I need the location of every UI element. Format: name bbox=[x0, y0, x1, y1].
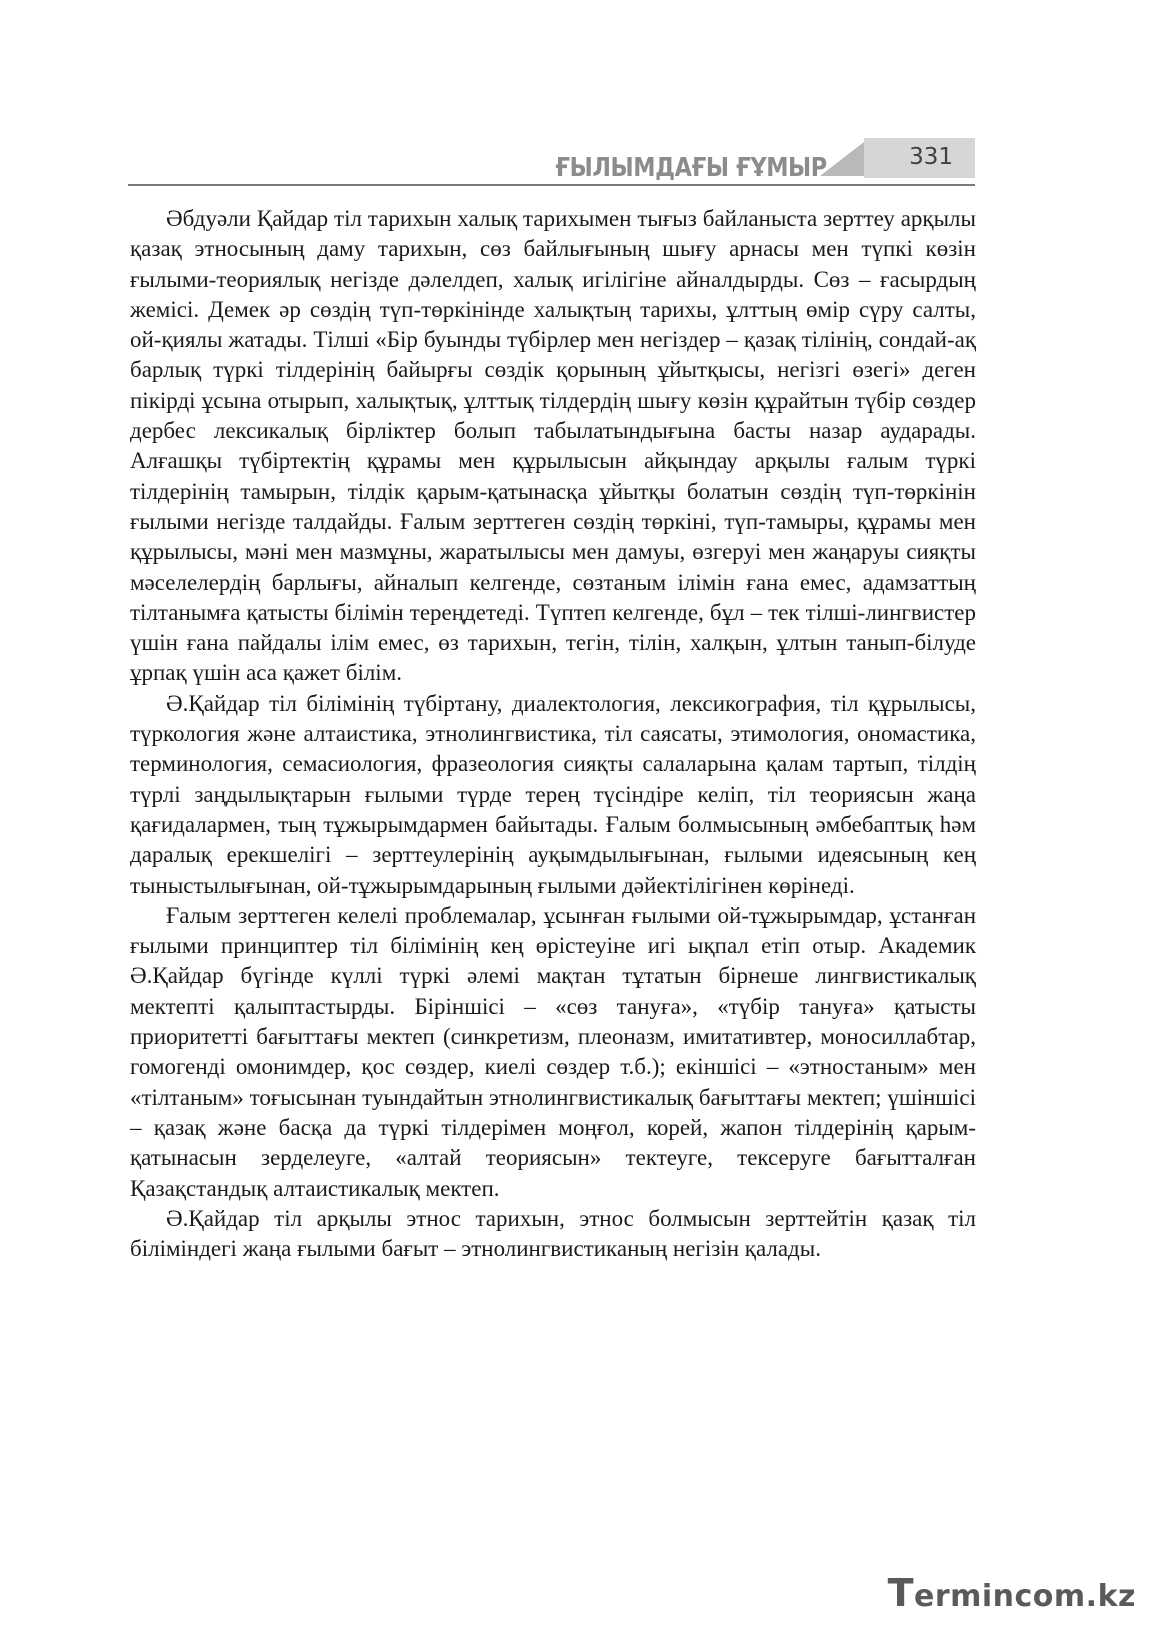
paragraph-3: Ғалым зерттеген келелі проблемалар, ұсынған ғылыми ой-тұжырымдар, ұстанған ғылыми принциптер тіл білімінің кең өрістеуіне игі ықпал етіп отыр. Академик Ә.Қайдар бүгінде күллі түркі әлемі мақтан тұтатын бірнеше лингвистикалық мектепті қалыптастырды. Біріншісі – «сөз тануға», «түбір тануға» қатысты приоритетті бағыттағы мектеп (синкретизм, плеоназм, имитативтер, моносиллабтар, гомогенді омонимдер, қос сөздер, киелі сөздер т.б.); екіншісі – «этностаным» мен «тілтаным» тоғысынан туындайтын этнолингвистикалық бағыттағы мектеп; үшіншісі – қазақ және басқа да түркі тілдерімен моңғол, корей, жапон тілдерінің қарым-қатынасын зерделеуге, «алтай теориясын» тектеуге, тексеруге бағытталған Қазақстандық алтаистикалық мектеп. bbox=[130, 902, 976, 1201]
page-number: 331 bbox=[909, 144, 953, 170]
paragraph-1: Әбдуәли Қайдар тіл тарихын халық тарихымен тығыз байланыста зерттеу арқылы қазақ этносының даму тарихын, сөз байлығының шығу арнасы мен түпкі көзін ғылыми-теориялық негізде дәлелдеп, халық игілігіне айналдырды. Сөз – ғасырдың жемісі. Демек әр сөздің түп-төркінінде халықтың тарихы, ұлттың өмір сүру салты, ой-қиялы жатады. Тілші «Бір буынды түбірлер мен негіздер – қазақ тілінің, сондай-ақ барлық түркі тілдерінің байырғы сөздік қорының ұйытқысы, негізгі өзегі» деген пікірді ұсына отырып, халықтық, ұлттық тілдердің шығу көзін құрайтын түбір сөздер дербес лексикалық бірліктер болып табылатындығына басты назар аударады. Алғашқы түбіртектің құрамы мен құрылысын айқындау арқылы ғалым түркі тілдерінің тамырын, тілдік қарым-қатынасқа ұйытқы болатын сөздің түп-төркінін ғылыми негізде талдайды. Ғалым зерттеген сөздің төркіні, түп-тамыры, құрамы мен құрылысы, мәні мен мазмұны, жаратылысы мен дамуы, өзгеруі мен жаңаруы сияқты мәселелердің барлығы, айналып келгенде, сөзтаным ілімін ғана емес, адамзаттың тілтанымға қатысты білімін тереңдетеді. Түптеп келгенде, бұл – тек тілші-лингвистер үшін ғана пайдалы ілім емес, өз тарихын, тегін, тілін, халқын, ұлтын танып-білуде ұрпақ үшін аса қажет білім. bbox=[130, 206, 976, 686]
termincom-watermark bbox=[888, 1571, 1136, 1615]
paragraph-4: Ә.Қайдар тіл арқылы этнос тарихын, этнос болмысын зерттейтін қазақ тіл біліміндегі жаңа ғылыми бағыт – этнолингвистиканың негізін қалады. bbox=[130, 1205, 976, 1262]
page-header bbox=[128, 138, 975, 186]
body-text bbox=[130, 204, 976, 1264]
watermark-t: T bbox=[887, 1571, 914, 1615]
header-rule bbox=[128, 184, 975, 186]
running-title: ҒЫЛЫМДАҒЫ ҒҰМЫР bbox=[555, 153, 827, 183]
paragraph-2: Ә.Қайдар тіл білімінің түбіртану, диалектология, лексикография, тіл құрылысы, түркология және алтаистика, этнолингвистика, тіл саясаты, этимология, ономастика, терминология, семасиология, фразеология сияқты салаларына қалам тартып, тілдің түрлі заңдылықтарын ғылыми түрде терең түсіндіре келіп, тіл теориясын жаңа қағидалармен, тың тұжырымдармен байытады. Ғалым болмысының әмбебаптық һәм даралық ерекшелігі – зерттеулерінің ауқымдылығынан, ғылыми идеясының кең тыныстылығынан, ой-тұжырымдарының ғылыми дәйектілігінен көрінеді. bbox=[130, 690, 976, 898]
watermark-text: ermincom.kz bbox=[913, 1579, 1136, 1614]
